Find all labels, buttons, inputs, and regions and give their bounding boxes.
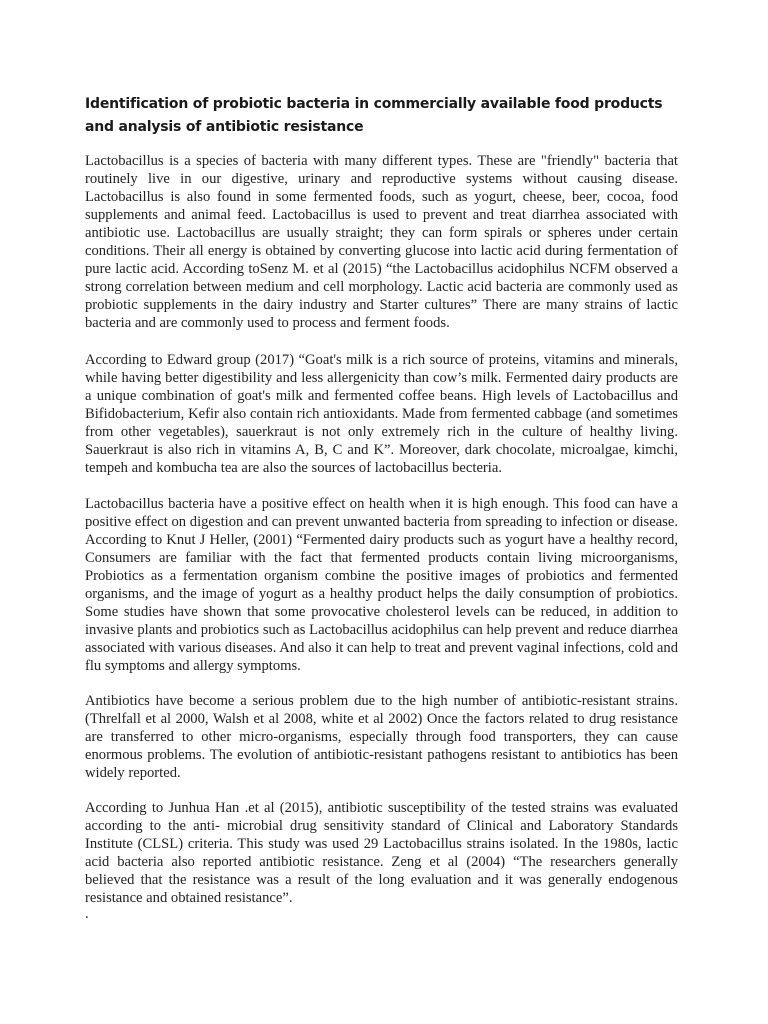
paragraph-antibiotic-resistance: Antibiotics have become a serious problem due to the high number of antibiotic-resistant strains. (Threlfall et al 2000, Walsh et al 2008, white et al 2002) Once the factors related to drug resistance are transferred to other micro-organisms, especially through food transporters, they can cause enormous problems. The evolution of antibiotic-resistant pathogens resistant to antibiotics has been widely reported.: [85, 693, 678, 781]
paragraph-goats-milk: According to Edward group (2017) “Goat's milk is a rich source of proteins, vitamins and minerals, while having better digestibility and less allergenicity than cow’s milk. Fermented dairy products are a unique combination of goat's milk and fermented coffee beans. High levels of Lactobacillus and Bifidobacterium, Kefir also contain rich antioxidants. Made from fermented cabbage (and sometimes from other vegetables), sauerkraut is not only extremely rich in the culture of healthy living. Sauerkraut is also rich in vitamins A, B, C and K”. Moreover, dark chocolate, microalgae, kimchi, tempeh and kombucha tea are also the sources of lactobacillus becteria.: [85, 352, 678, 476]
document-title: Identification of probiotic bacteria in commercially available food products and analysis of antibiotic resistance: [85, 96, 663, 135]
paragraph-health-effects: Lactobacillus bacteria have a positive effect on health when it is high enough. This food can have a positive effect on digestion and can prevent unwanted bacteria from spreading to infection or disease. According to Knut J Heller, (2001) “Fermented dairy products such as yogurt have a healthy record, Consumers are familiar with the fact that fermented products contain living microorganisms, Probiotics as a fermentation organism combine the positive images of probiotics and fermented organisms, and the image of yogurt as a healthy product helps the daily consumption of probiotics. Some studies have shown that some provocative cholesterol levels can be reduced, in addition to invasive plants and probiotics such as Lactobacillus acidophilus can help prevent and reduce diarrhea associated with various diseases. And also it can help to treat and prevent vaginal infections, cold and flu symptoms and allergy symptoms.: [85, 496, 678, 674]
paragraph-lactobacillus-intro: Lactobacillus is a species of bacteria with many different types. These are "friendly" bacteria that routinely live in our digestive, urinary and reproductive systems without causing disease. Lactobacillus is also found in some fermented foods, such as yogurt, cheese, beer, cocoa, food supplements and animal feed. Lactobacillus is used to prevent and treat diarrhea associated with antibiotic use. Lactobacillus are usually straight; they can form spirals or spheres under certain conditions. Their all energy is obtained by converting glucose into lactic acid during fermentation of pure lactic acid. According toSenz M. et al (2015) “the Lactobacillus acidophilus NCFM observed a strong correlation between medium and cell morphology. Lactic acid bacteria are commonly used as probiotic supplements in the dairy industry and Starter cultures” There are many strains of lactic bacteria and are commonly used to process and ferment foods.: [85, 153, 678, 331]
paragraph-susceptibility-study: According to Junhua Han .et al (2015), antibiotic susceptibility of the tested strains was evaluated according to the anti- microbial drug sensitivity standard of Clinical and Laboratory Standards Institute (CLSL) criteria. This study was used 29 Lactobacillus strains isolated. In the 1980s, lactic acid bacteria also reported antibiotic resistance. Zeng et al (2004) “The researchers generally believed that the resistance was a result of the long evaluation and it was generally endogenous resistance and obtained resistance”.: [85, 800, 678, 906]
trailing-period: .: [85, 906, 89, 922]
